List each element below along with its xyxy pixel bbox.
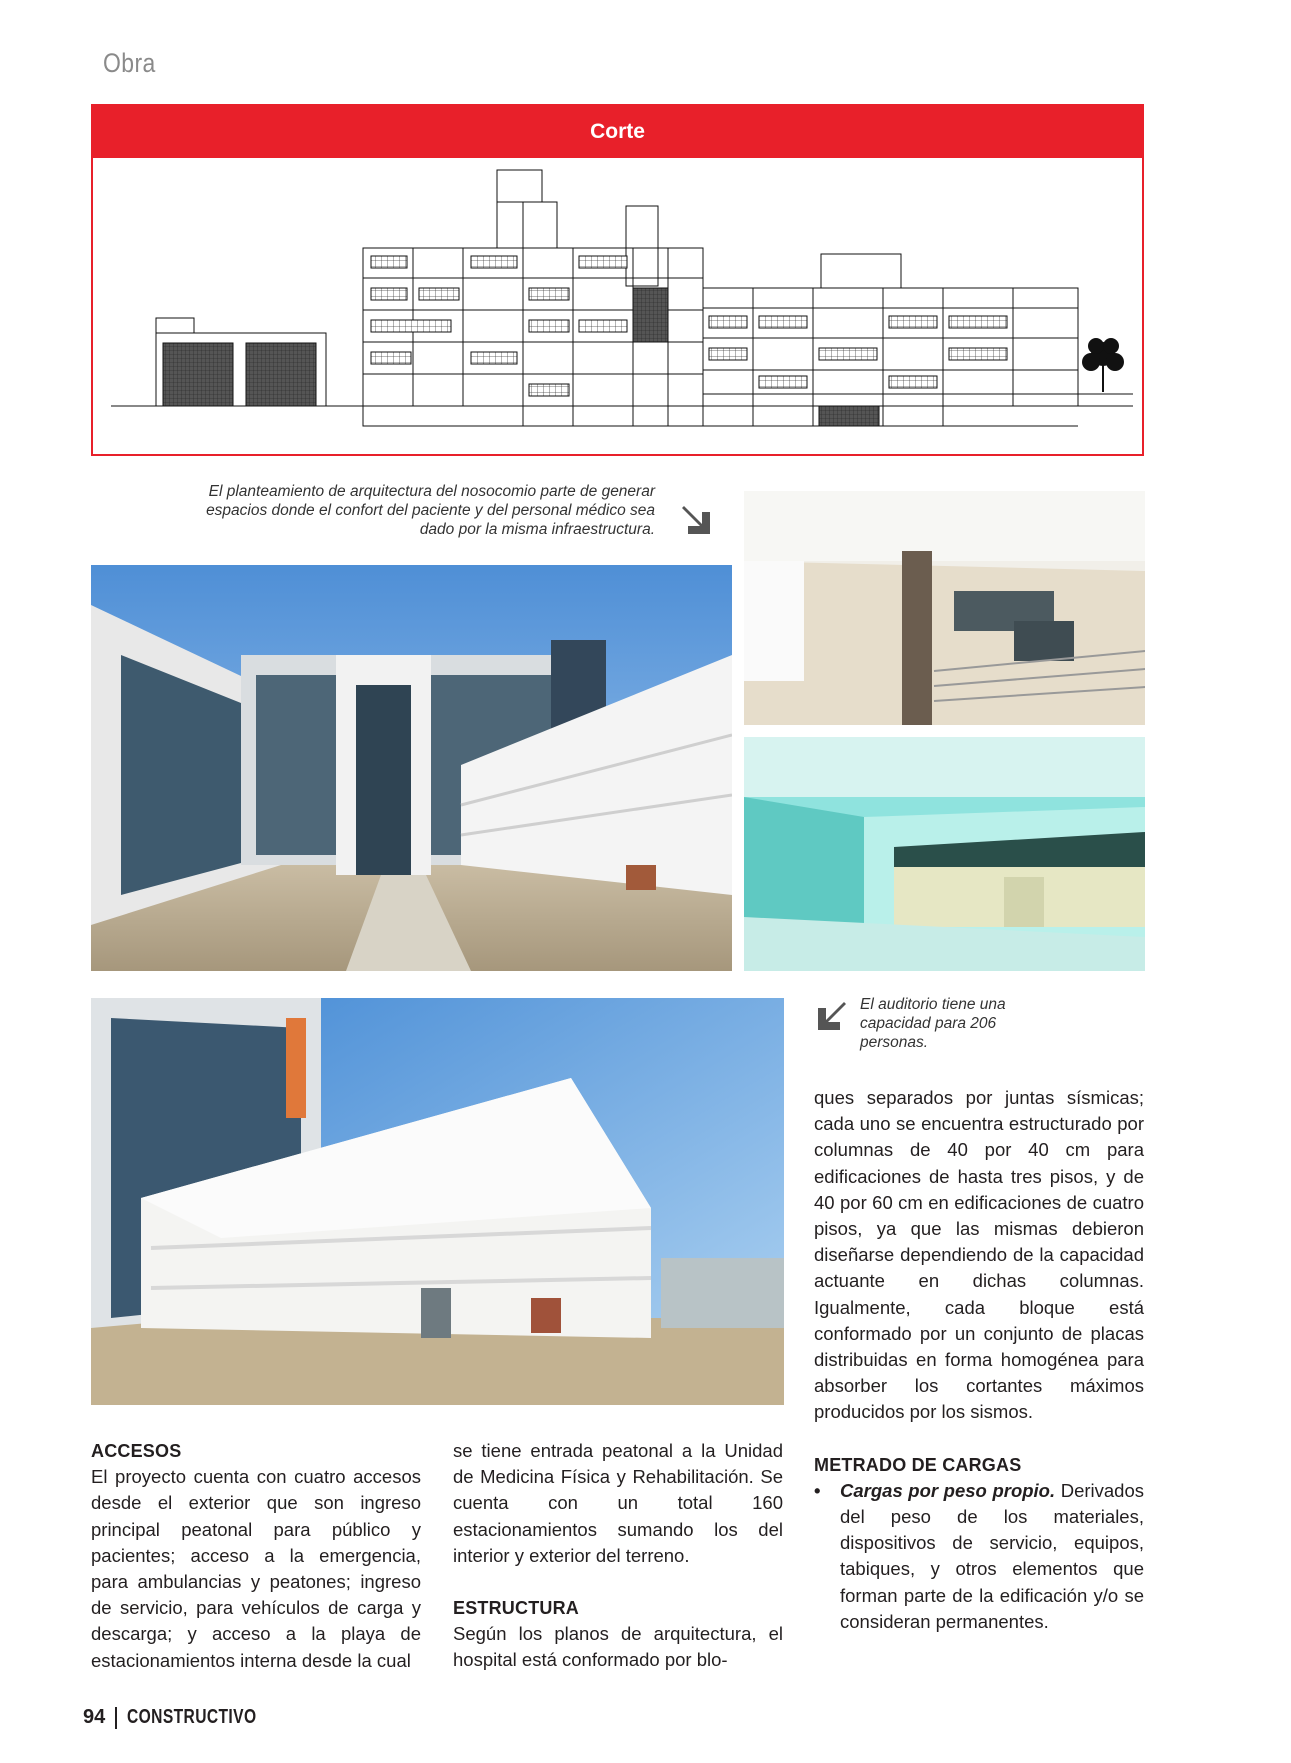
column-2 — [453, 1438, 783, 1674]
tree-icon — [1082, 338, 1124, 392]
laboratory-photo — [744, 737, 1145, 971]
corte-figure — [91, 104, 1144, 456]
section-label: Obra — [103, 48, 156, 78]
caption-architecture: El planteamiento de arquitectura del nosocomio parte de generar espacios donde el confort del paciente y del personal médico sea dado por la misma infraestructura. — [206, 483, 655, 538]
heading-estructura: ESTRUCTURA — [453, 1598, 579, 1619]
interior-hall-photo — [744, 491, 1145, 725]
page-footer — [83, 1706, 293, 1729]
paragraph-accesos: El proyecto cuenta con cuatro accesos desde el exterior que son ingreso principal peatonal para público y pacientes; acceso a la emergencia, para ambulancias y peatones; ingreso de servicio, para vehículos de carga y descarga; y acceso a la playa de estacionamientos interna desde la cual — [91, 1466, 421, 1671]
footer-divider — [115, 1707, 117, 1729]
bullet-icon: • — [814, 1479, 821, 1501]
figure-title: Corte — [93, 106, 1142, 158]
arrow-down-right-icon — [678, 502, 714, 538]
bullet-label: Cargas por peso propio. — [840, 1479, 1056, 1501]
section-drawing — [93, 158, 1142, 454]
column-1 — [91, 1438, 421, 1674]
column-3 — [814, 1085, 1144, 1635]
paragraph-estructura: Según los planos de arquitectura, el hospital está conformado por blo- — [453, 1623, 783, 1671]
hospital-courtyard-photo — [91, 565, 732, 971]
list-item — [814, 1478, 1144, 1635]
paragraph-accesos-continued: se tiene entrada peatonal a la Unidad de Medicina Física y Rehabilitación. Se cuenta con un total 160 estacionamientos sumando los del interior y exterior del terreno. — [453, 1440, 783, 1566]
heading-accesos: ACCESOS — [91, 1441, 182, 1461]
magazine-name: CONSTRUCTIVO — [127, 1706, 257, 1728]
bullet-text: Derivados del peso de los materiales, dispositivos de servicio, equipos, tabiques, y otros elementos que forman parte de la edificación y/o se consideran permanentes. — [840, 1479, 1144, 1632]
arrow-down-left-icon — [814, 998, 850, 1034]
caption-auditorium: El auditorio tiene una capacidad para 206 personas. — [860, 996, 1006, 1051]
heading-metrado: METRADO DE CARGAS — [814, 1454, 1022, 1475]
page-number: 94 — [83, 1706, 106, 1728]
auditorium-exterior-photo — [91, 998, 784, 1405]
paragraph-estructura-continued: ques separados por juntas sísmicas; cada uno se encuentra estructurado por columnas de 40 por 40 cm para edificaciones de hasta tres pisos, y de 40 por 60 cm en edificaciones de cuatro pisos, ya que las mismas debieron diseñarse dependiendo de la capacidad actuante en dichas columnas. Igualmente, cada bloque está conformado por un conjunto de placas distribuidas en forma homogénea para absorber los cortantes máximos producidos por los sismos. — [814, 1087, 1144, 1423]
